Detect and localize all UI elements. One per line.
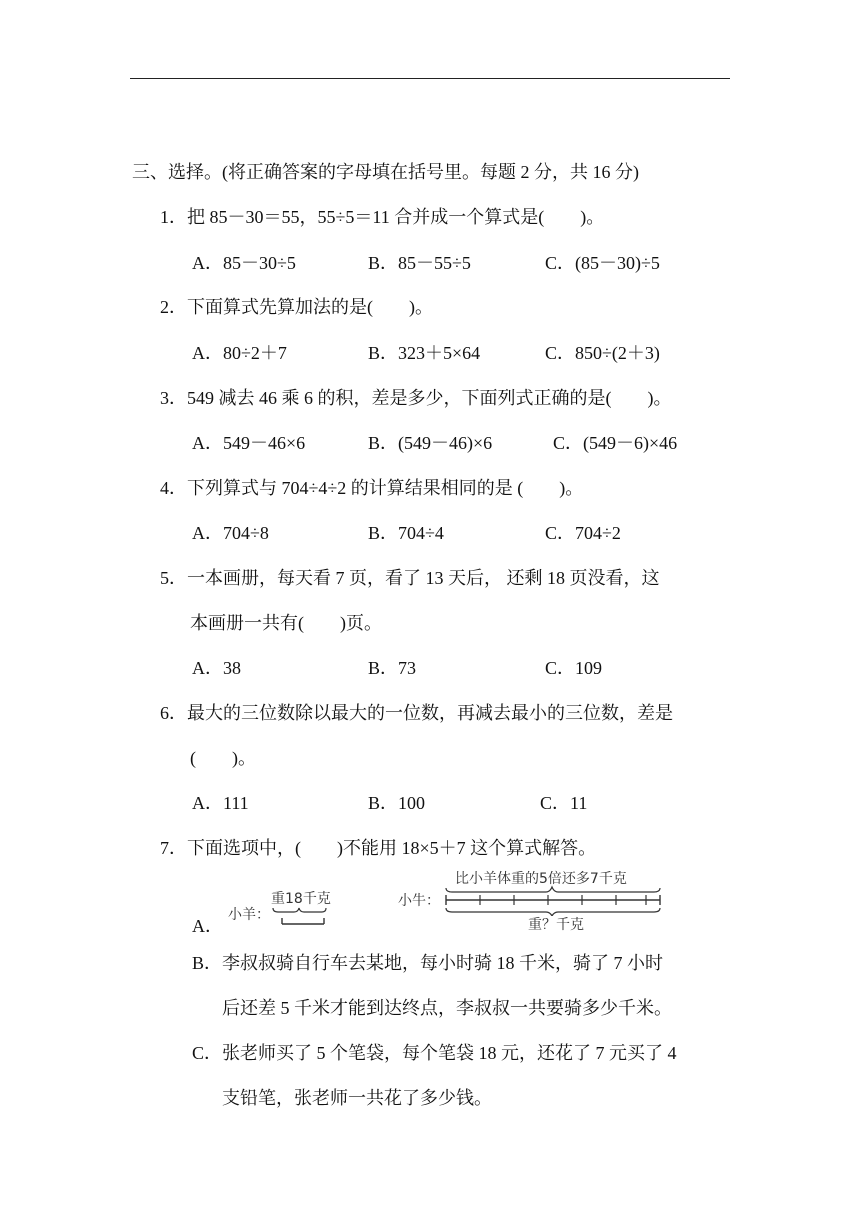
header-rule bbox=[130, 78, 730, 79]
section-title: 三、选择。(将正确答案的字母填在括号里。每题 2 分，共 16 分) bbox=[132, 162, 639, 182]
q3-option-a: A．549－46×6 bbox=[192, 433, 306, 453]
q5-option-c: C．109 bbox=[545, 658, 603, 678]
cow-bar bbox=[442, 884, 666, 916]
q5-option-a: A．38 bbox=[192, 658, 241, 678]
q4-option-b: B．704÷4 bbox=[368, 523, 444, 543]
q3-option-b: B．(549－46)×6 bbox=[368, 433, 493, 453]
q6-option-a: A．111 bbox=[192, 793, 249, 813]
q7-option-c-line1: C．张老师买了 5 个笔袋，每个笔袋 18 元，还花了 7 元买了 4 bbox=[192, 1043, 677, 1063]
q1-option-a: A．85－30÷5 bbox=[192, 253, 296, 273]
q5-option-b: B．73 bbox=[368, 658, 417, 678]
q4-option-c: C．704÷2 bbox=[545, 523, 621, 543]
question-5-stem-cont: 本画册一共有( )页。 bbox=[190, 613, 382, 633]
q6-option-c: C．11 bbox=[540, 793, 588, 813]
q7-option-b-line1: B．李叔叔骑自行车去某地，每小时骑 18 千米，骑了 7 小时 bbox=[192, 953, 664, 973]
q1-option-b: B．85－55÷5 bbox=[368, 253, 471, 273]
q4-option-a: A．704÷8 bbox=[192, 523, 269, 543]
question-3-stem: 3．549 减去 46 乘 6 的积，差是多少，下面列式正确的是( )。 bbox=[160, 388, 672, 408]
question-5-stem: 5．一本画册，每天看 7 页，看了 13 天后， 还剩 18 页没看，这 bbox=[160, 568, 660, 588]
sheep-bar bbox=[270, 904, 330, 928]
sheep-label: 小羊： bbox=[228, 907, 270, 923]
question-2-stem: 2．下面算式先算加法的是( )。 bbox=[160, 297, 433, 317]
question-7-stem: 7．下面选项中，( )不能用 18×5＋7 这个算式解答。 bbox=[160, 838, 597, 858]
cow-bottom-label: 重？千克 bbox=[528, 917, 584, 933]
q2-option-a: A．80÷2＋7 bbox=[192, 343, 287, 363]
q3-option-c: C．(549－6)×46 bbox=[553, 433, 678, 453]
sheep-weight-label: 重18千克 bbox=[271, 891, 331, 907]
question-6-stem: 6．最大的三位数除以最大的一位数，再减去最小的三位数，差是 bbox=[160, 703, 673, 723]
q1-option-c: C．(85－30)÷5 bbox=[545, 253, 660, 273]
q7-option-b-line2: 后还差 5 千米才能到达终点，李叔叔一共要骑多少千米。 bbox=[222, 998, 672, 1018]
q2-option-c: C．850÷(2＋3) bbox=[545, 343, 660, 363]
cow-top-label: 比小羊体重的5倍还多7千克 bbox=[455, 871, 627, 887]
question-6-stem-cont: ( )。 bbox=[190, 748, 256, 768]
q6-option-b: B．100 bbox=[368, 793, 426, 813]
question-1-stem: 1．把 85－30＝55，55÷5＝11 合并成一个算式是( )。 bbox=[160, 207, 605, 227]
q7-option-c-line2: 支铅笔，张老师一共花了多少钱。 bbox=[222, 1088, 492, 1108]
q2-option-b: B．323＋5×64 bbox=[368, 343, 481, 363]
cow-label: 小牛： bbox=[398, 893, 440, 909]
q7-option-a-label: A． bbox=[192, 916, 223, 936]
question-4-stem: 4．下列算式与 704÷4÷2 的计算结果相同的是 ( )。 bbox=[160, 478, 584, 498]
